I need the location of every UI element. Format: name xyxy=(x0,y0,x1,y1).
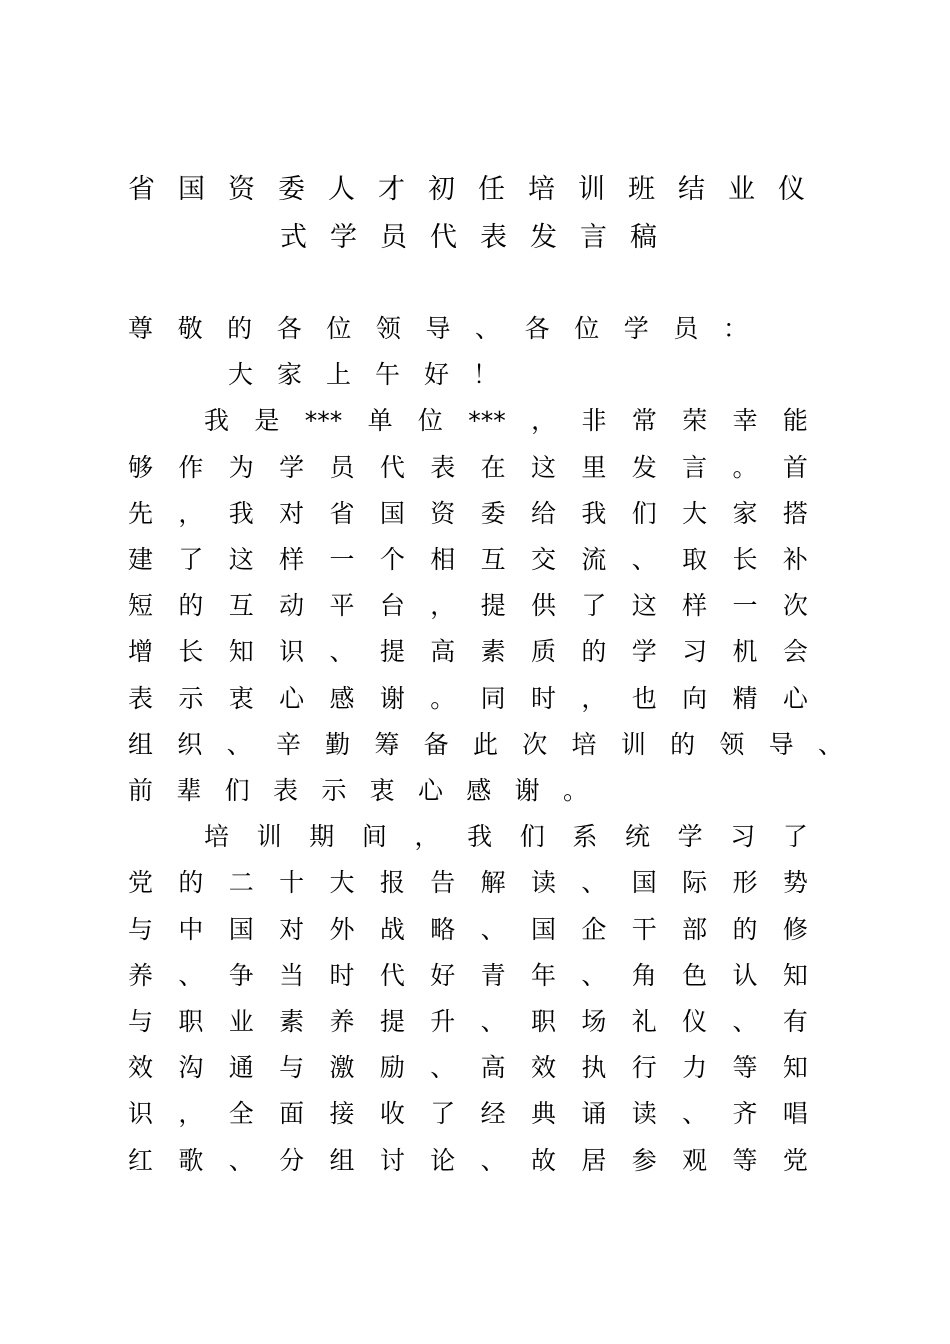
body-line: 建 了 这 样 一 个 相 互 交 流 、 取 长 补 xyxy=(128,545,808,574)
body-line: 效 沟 通 与 激 励 、 高 效 执 行 力 等 知 xyxy=(128,1053,808,1082)
body-line: 红 歌 、 分 组 讨 论 、 故 居 参 观 等 党 xyxy=(128,1146,808,1175)
body-line: 尊 敬 的 各 位 领 导 、 各 位 学 员 ： xyxy=(128,314,748,343)
document-title-line-2: 式学员代表发言稿 xyxy=(280,222,680,253)
body-line: 与 职 业 素 养 提 升 、 职 场 礼 仪 、 有 xyxy=(128,1007,808,1036)
body-line: 大 家 上 午 好 ！ xyxy=(228,360,498,389)
body-line: 短 的 互 动 平 台 ， 提 供 了 这 样 一 次 xyxy=(128,591,808,620)
body-line: 先 ， 我 对 省 国 资 委 给 我 们 大 家 搭 xyxy=(128,499,808,528)
body-line: 养 、 争 当 时 代 好 青 年 、 角 色 认 知 xyxy=(128,961,808,990)
body-line: 表 示 衷 心 感 谢 。 同 时 ， 也 向 精 心 xyxy=(128,684,808,713)
body-line: 培 训 期 间 ， 我 们 系 统 学 习 了 xyxy=(204,822,808,851)
body-line: 组 织 、 辛 勤 筹 备 此 次 培 训 的 领 导 、 xyxy=(128,730,843,759)
body-line: 够 作 为 学 员 代 表 在 这 里 发 言 。 首 xyxy=(128,453,808,482)
document-title-line-1: 省国资委人才初任培训班结业仪 xyxy=(128,174,828,205)
body-line: 增 长 知 识 、 提 高 素 质 的 学 习 机 会 xyxy=(128,637,808,666)
body-line: 我 是 *** 单 位 *** ， 非 常 荣 幸 能 xyxy=(204,406,808,435)
body-line: 识 ， 全 面 接 收 了 经 典 诵 读 、 齐 唱 xyxy=(128,1099,808,1128)
body-line: 与 中 国 对 外 战 略 、 国 企 干 部 的 修 xyxy=(128,915,808,944)
body-line: 前 辈 们 表 示 衷 心 感 谢 。 xyxy=(128,776,588,805)
body-line: 党 的 二 十 大 报 告 解 读 、 国 际 形 势 xyxy=(128,868,808,897)
